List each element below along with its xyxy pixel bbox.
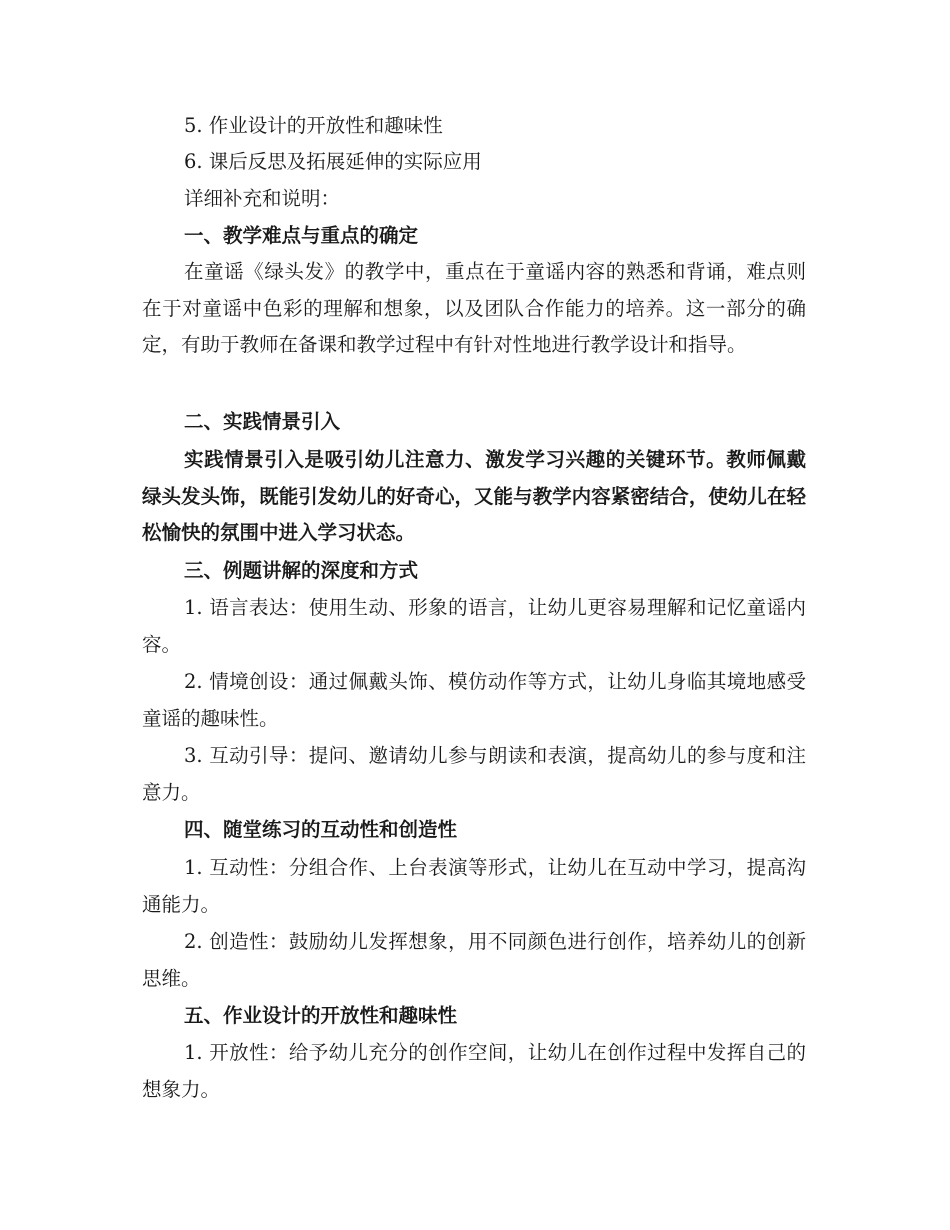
section-3-item-1: 1. 语言表达：使用生动、形象的语言，让幼儿更容易理解和记忆童谣内容。 xyxy=(142,596,806,656)
section-heading-5: 五、作业设计的开放性和趣味性 xyxy=(184,1004,458,1027)
section-4-item-2: 2. 创造性：鼓励幼儿发挥想象，用不同颜色进行创作，培养幼儿的创新思维。 xyxy=(142,930,806,990)
section-1-paragraph: 在童谣《绿头发》的教学中，重点在于童谣内容的熟悉和背诵，难点则在于对童谣中色彩的理解和想象，以及团队合作能力的培养。这一部分的确定，有助于教师在备课和教学过程中有针对性地进行教学设计和指导。 xyxy=(142,260,806,356)
list-item-6: 6. 课后反思及拓展延伸的实际应用 xyxy=(184,150,482,173)
section-3-item-2: 2. 情境创设：通过佩戴头饰、模仿动作等方式，让幼儿身临其境地感受童谣的趣味性。 xyxy=(142,670,806,730)
section-2-paragraph: 实践情景引入是吸引幼儿注意力、激发学习兴趣的关键环节。教师佩戴绿头发头饰，既能引发幼儿的好奇心，又能与教学内容紧密结合，使幼儿在轻松愉快的氛围中进入学习状态。 xyxy=(142,448,806,544)
section-heading-4: 四、随堂练习的互动性和创造性 xyxy=(184,818,458,841)
list-item-5: 5. 作业设计的开放性和趣味性 xyxy=(184,114,443,137)
section-heading-2: 二、实践情景引入 xyxy=(184,410,341,433)
section-3-item-3: 3. 互动引导：提问、邀请幼儿参与朗读和表演，提高幼儿的参与度和注意力。 xyxy=(142,744,806,804)
section-4-item-1: 1. 互动性：分组合作、上台表演等形式，让幼儿在互动中学习，提高沟通能力。 xyxy=(142,856,806,916)
intro-text: 详细补充和说明： xyxy=(184,187,341,210)
section-heading-3: 三、例题讲解的深度和方式 xyxy=(184,559,419,582)
section-5-item-1: 1. 开放性：给予幼儿充分的创作空间，让幼儿在创作过程中发挥自己的想象力。 xyxy=(142,1041,806,1101)
section-heading-1: 一、教学难点与重点的确定 xyxy=(184,224,419,247)
